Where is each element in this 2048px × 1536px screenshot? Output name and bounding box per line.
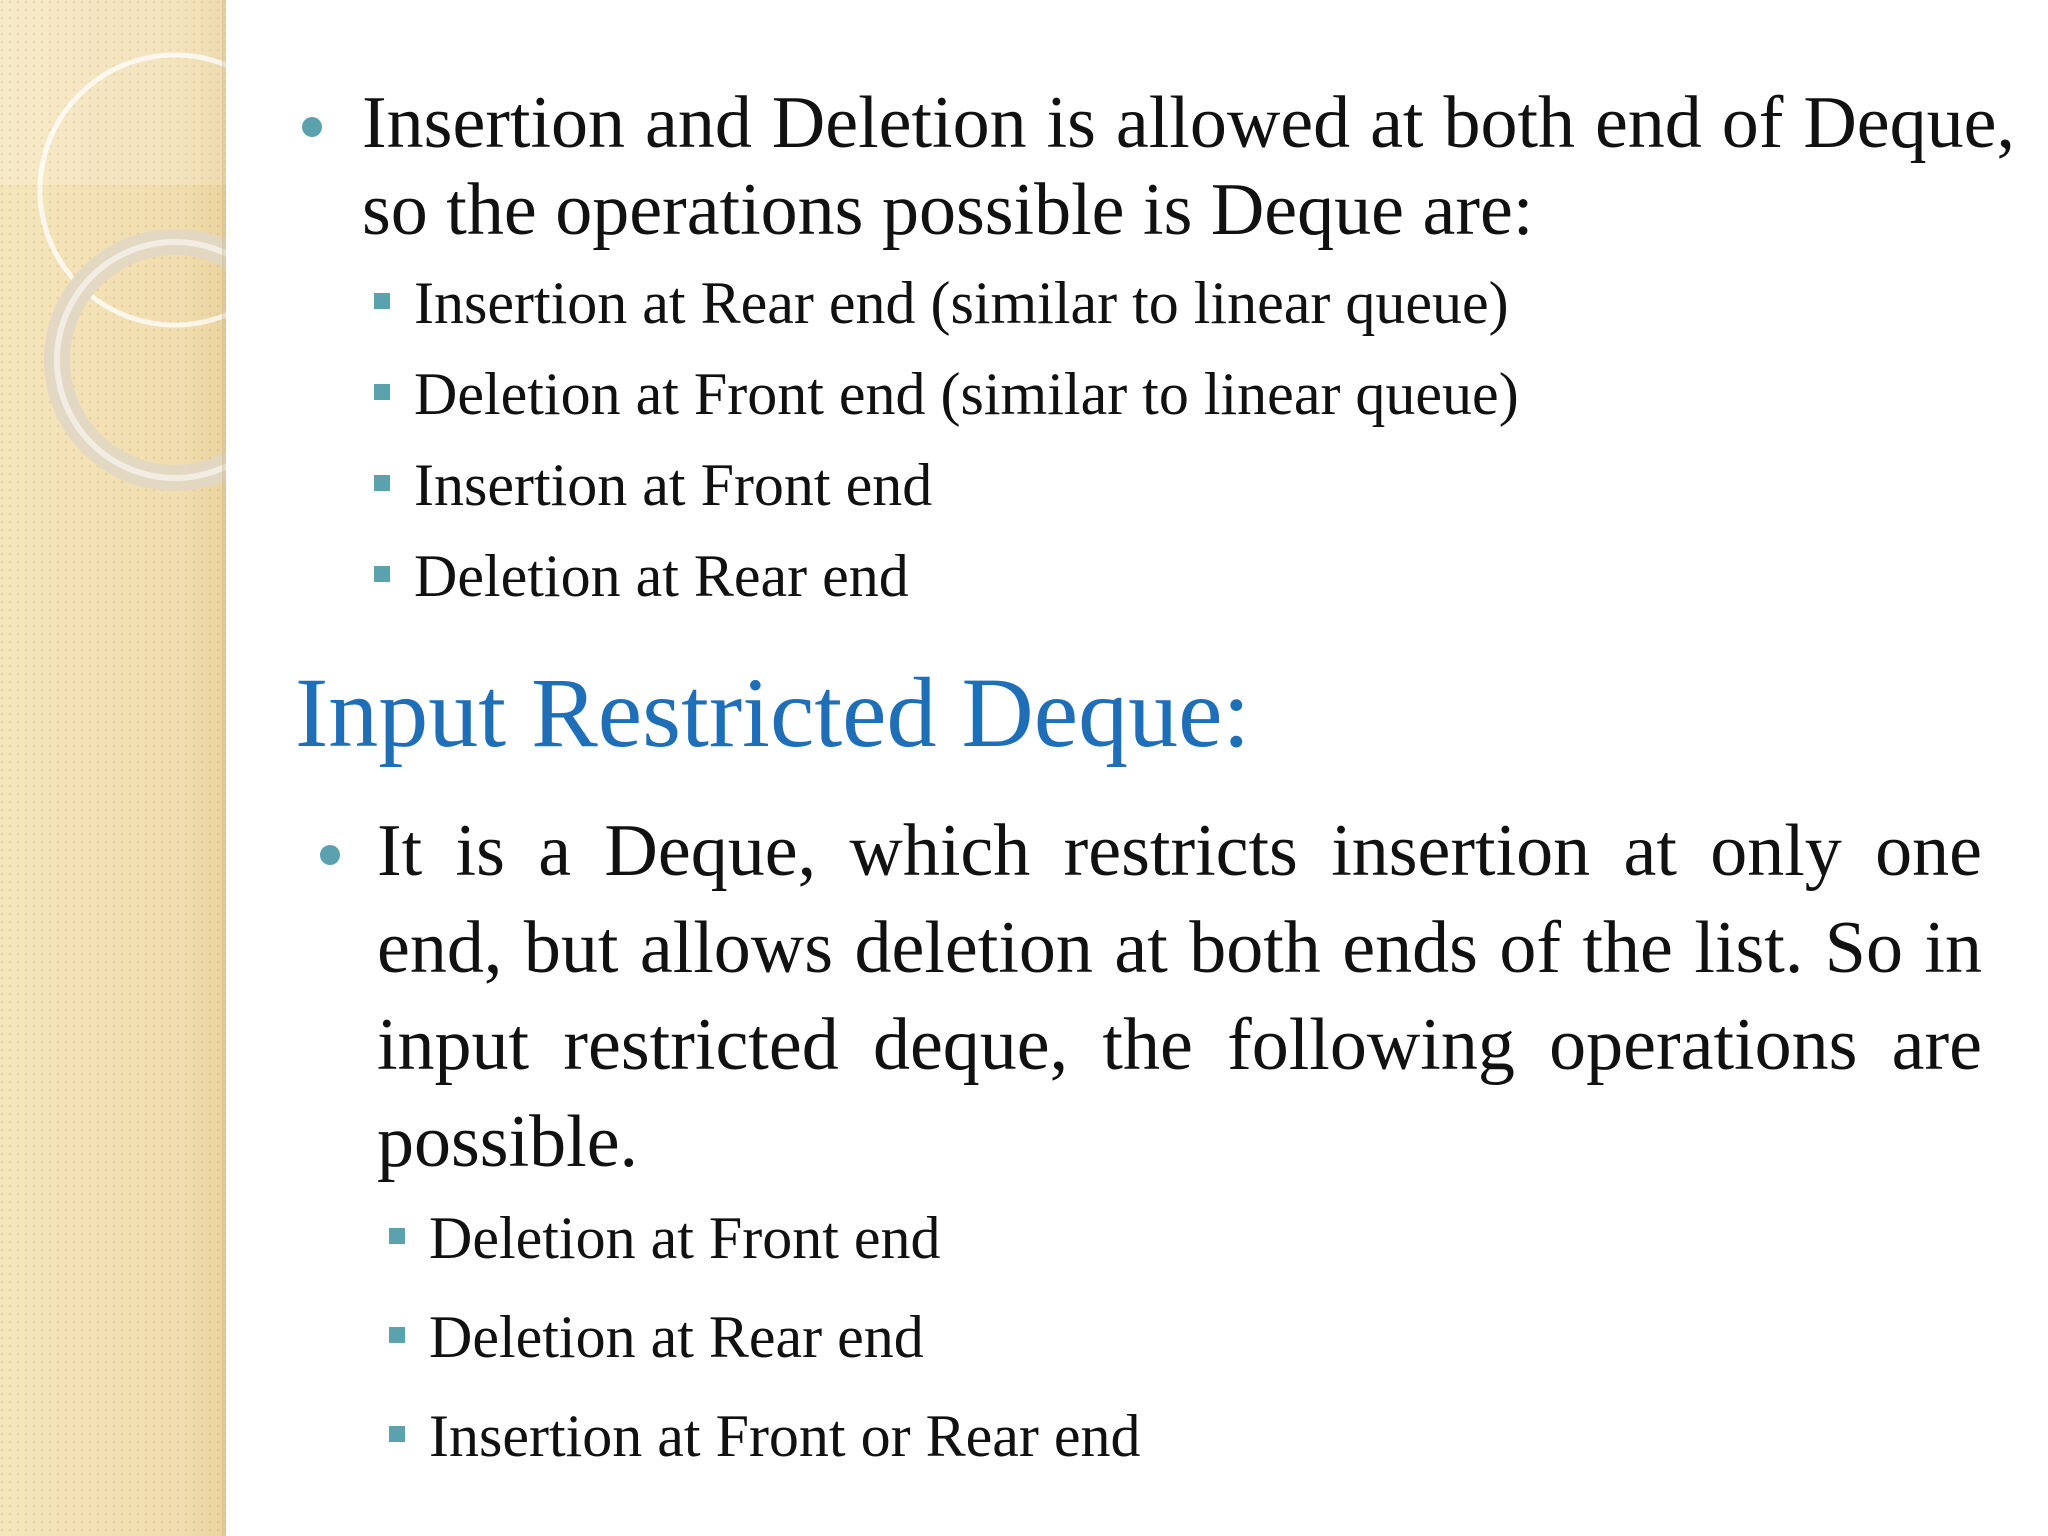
sub-item-insertion-rear bbox=[374, 268, 1509, 338]
sub-item-insertion-front bbox=[374, 450, 932, 520]
square-bullet-icon bbox=[374, 475, 390, 491]
bullet-deque-operations bbox=[290, 80, 2015, 254]
bullet-dot-icon bbox=[302, 117, 322, 137]
square-bullet-icon bbox=[389, 1426, 405, 1442]
bullet-dot-icon bbox=[320, 845, 340, 865]
side-band-edge bbox=[222, 0, 226, 1536]
square-bullet-icon bbox=[374, 384, 390, 400]
sub-item-label: Insertion at Front end bbox=[414, 452, 933, 518]
section-heading: Input Restricted Deque: bbox=[295, 657, 1251, 768]
square-bullet-icon bbox=[374, 293, 390, 309]
sub-item-label: Deletion at Front end bbox=[429, 1205, 941, 1271]
sub-item-label: Deletion at Rear end bbox=[414, 543, 909, 609]
bullet-input-restricted-description bbox=[320, 803, 2020, 1191]
sub-item-deletion-rear bbox=[374, 541, 909, 611]
sub-item-deletion-rear bbox=[389, 1302, 924, 1372]
square-bullet-icon bbox=[374, 566, 390, 582]
sub-item-label: Insertion at Front or Rear end bbox=[429, 1403, 1141, 1469]
slide-content bbox=[290, 0, 2020, 1536]
decorative-rings-graphic bbox=[0, 0, 226, 520]
input-restricted-description-text: It is a Deque, which restricts insertion at only one end, but allows deletion at both ends of the list. So in input restricted deque, the following operations are possible. bbox=[377, 810, 1982, 1183]
square-bullet-icon bbox=[389, 1228, 405, 1244]
decorative-side-band bbox=[0, 0, 226, 1536]
deque-operations-text: Insertion and Deletion is allowed at both end of Deque, so the operations possible is Deque are: bbox=[362, 82, 2015, 251]
sub-item-label: Insertion at Rear end (similar to linear queue) bbox=[414, 270, 1509, 336]
sub-item-deletion-front bbox=[374, 359, 1519, 429]
sub-item-label: Deletion at Rear end bbox=[429, 1304, 924, 1370]
sub-item-deletion-front bbox=[389, 1203, 941, 1273]
sub-item-label: Deletion at Front end (similar to linear queue) bbox=[414, 361, 1519, 427]
sub-item-insertion-front-or-rear bbox=[389, 1401, 1140, 1471]
square-bullet-icon bbox=[389, 1327, 405, 1343]
